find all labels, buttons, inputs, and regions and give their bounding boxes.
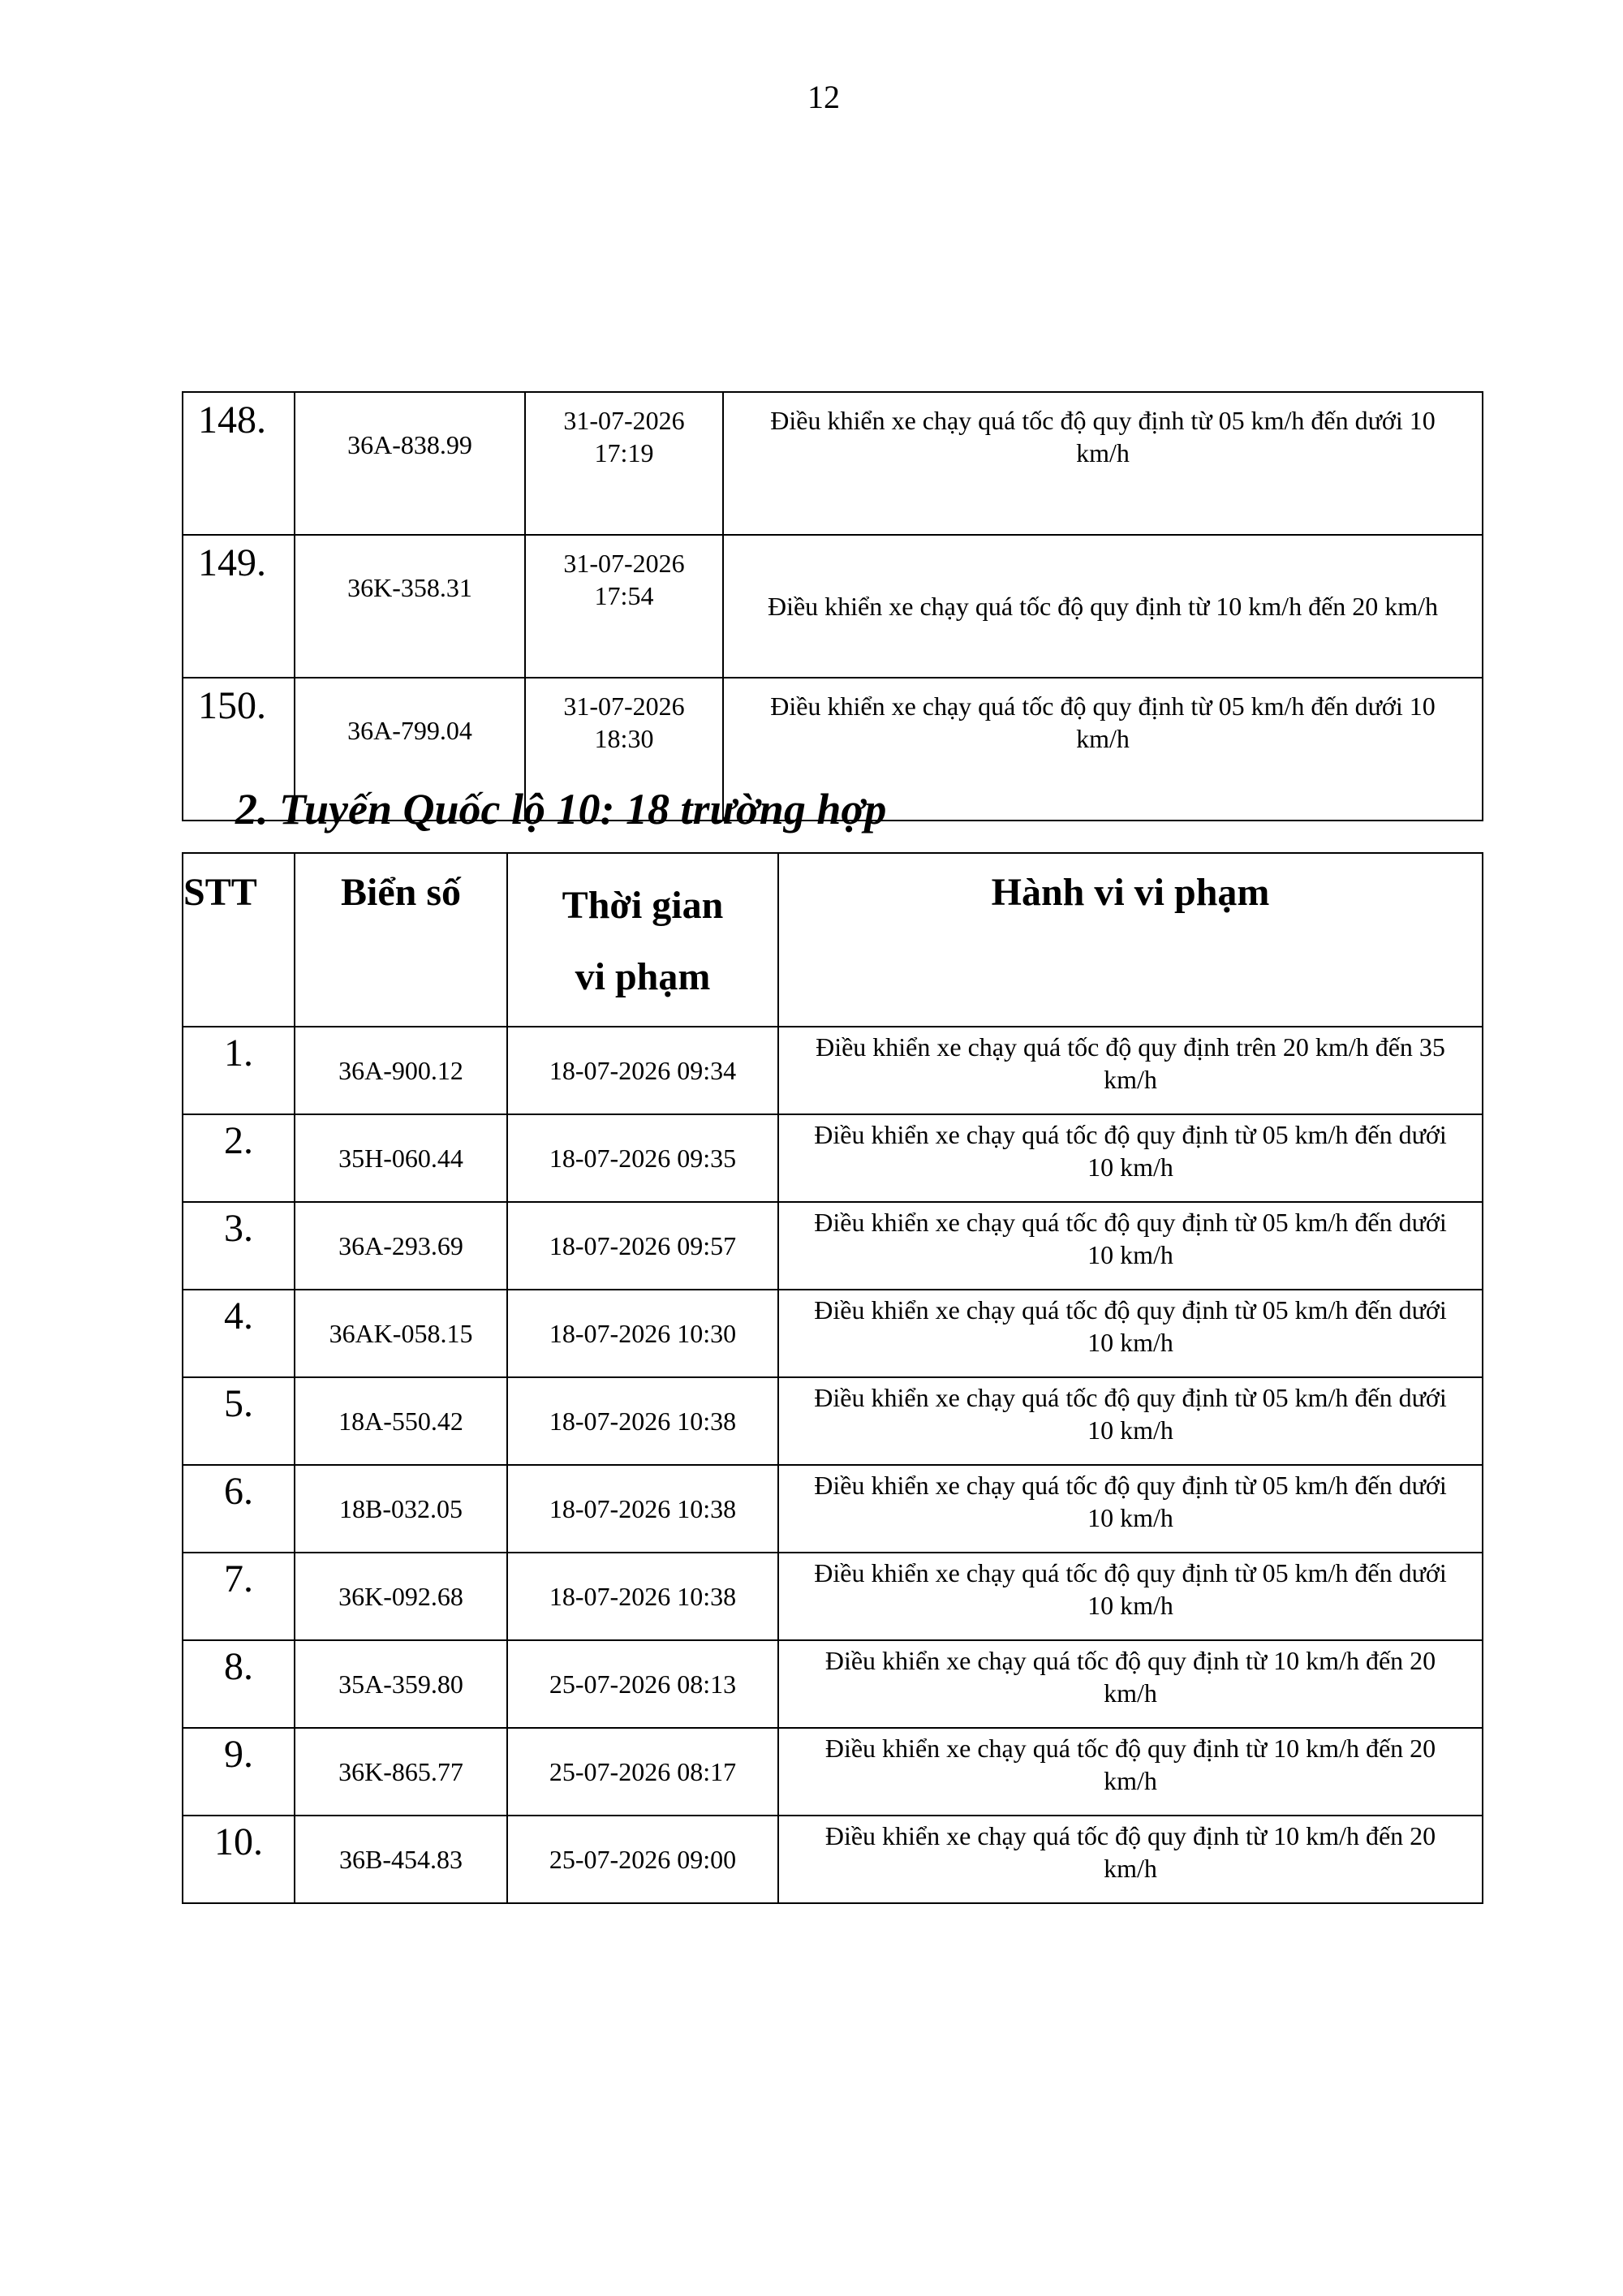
row-violation: Điều khiển xe chạy quá tốc độ quy định từ 05 km/h đến dưới 10 km/h — [778, 1114, 1483, 1202]
row-stt: 3. — [183, 1202, 295, 1290]
row-datetime — [525, 392, 723, 535]
row-time: 18:30 — [594, 724, 654, 753]
row-violation: Điều khiển xe chạy quá tốc độ quy định từ 05 km/h đến dưới 10 km/h — [723, 678, 1483, 821]
row-datetime: 25-07-2026 09:00 — [507, 1816, 778, 1903]
row-plate: 36A-293.69 — [295, 1202, 507, 1290]
row-stt: 2. — [183, 1114, 295, 1202]
row-stt: 1. — [183, 1027, 295, 1114]
row-plate: 36K-358.31 — [295, 535, 525, 678]
page-number: 12 — [807, 79, 840, 115]
row-datetime — [525, 535, 723, 678]
row-violation: Điều khiển xe chạy quá tốc độ quy định từ 10 km/h đến 20 km/h — [723, 535, 1483, 678]
row-stt: 9. — [183, 1728, 295, 1816]
row-violation: Điều khiển xe chạy quá tốc độ quy định từ 05 km/h đến dưới 10 km/h — [723, 392, 1483, 535]
row-datetime: 18-07-2026 09:34 — [507, 1027, 778, 1114]
row-date: 31-07-2026 — [563, 549, 685, 578]
row-stt: 6. — [183, 1465, 295, 1553]
row-violation: Điều khiển xe chạy quá tốc độ quy định từ 10 km/h đến 20 km/h — [778, 1816, 1483, 1903]
row-stt: 4. — [183, 1290, 295, 1377]
header-time — [507, 853, 778, 1027]
row-violation: Điều khiển xe chạy quá tốc độ quy định từ 10 km/h đến 20 km/h — [778, 1640, 1483, 1728]
row-datetime: 18-07-2026 10:30 — [507, 1290, 778, 1377]
section-heading: 2. Tuyến Quốc lộ 10: 18 trường hợp — [235, 785, 887, 834]
row-stt: 10. — [183, 1816, 295, 1903]
header-violation: Hành vi vi phạm — [778, 853, 1483, 1027]
row-datetime: 18-07-2026 10:38 — [507, 1377, 778, 1465]
row-plate: 36K-865.77 — [295, 1728, 507, 1816]
table-row — [183, 1027, 1483, 1114]
row-datetime: 18-07-2026 09:35 — [507, 1114, 778, 1202]
header-time-line2: vi phạm — [575, 955, 711, 998]
row-datetime: 18-07-2026 09:57 — [507, 1202, 778, 1290]
row-plate: 36B-454.83 — [295, 1816, 507, 1903]
row-violation: Điều khiển xe chạy quá tốc độ quy định trên 20 km/h đến 35 km/h — [778, 1027, 1483, 1114]
row-datetime: 25-07-2026 08:13 — [507, 1640, 778, 1728]
row-violation: Điều khiển xe chạy quá tốc độ quy định từ 05 km/h đến dưới 10 km/h — [778, 1290, 1483, 1377]
row-violation: Điều khiển xe chạy quá tốc độ quy định từ 05 km/h đến dưới 10 km/h — [778, 1553, 1483, 1640]
table-row — [183, 1202, 1483, 1290]
header-stt: STT — [183, 853, 295, 1027]
row-stt: 148. — [183, 392, 295, 535]
row-plate: 36K-092.68 — [295, 1553, 507, 1640]
header-plate: Biển số — [295, 853, 507, 1027]
table-row — [183, 535, 1483, 678]
row-datetime: 18-07-2026 10:38 — [507, 1465, 778, 1553]
table-row — [183, 1377, 1483, 1465]
table-row — [183, 1728, 1483, 1816]
row-plate: 35A-359.80 — [295, 1640, 507, 1728]
table-row — [183, 1816, 1483, 1903]
row-datetime: 18-07-2026 10:38 — [507, 1553, 778, 1640]
row-violation: Điều khiển xe chạy quá tốc độ quy định từ 05 km/h đến dưới 10 km/h — [778, 1377, 1483, 1465]
row-date: 31-07-2026 — [563, 691, 685, 721]
table-row — [183, 1553, 1483, 1640]
table-row — [183, 1640, 1483, 1728]
table-row — [183, 1290, 1483, 1377]
row-plate: 36A-838.99 — [295, 392, 525, 535]
table-row — [183, 1465, 1483, 1553]
row-plate: 36A-900.12 — [295, 1027, 507, 1114]
violations-table-continued — [182, 391, 1483, 821]
row-plate: 36AK-058.15 — [295, 1290, 507, 1377]
row-plate: 18A-550.42 — [295, 1377, 507, 1465]
row-violation: Điều khiển xe chạy quá tốc độ quy định từ 05 km/h đến dưới 10 km/h — [778, 1465, 1483, 1553]
row-stt: 150. — [183, 678, 295, 821]
row-plate: 35H-060.44 — [295, 1114, 507, 1202]
row-date: 31-07-2026 — [563, 406, 685, 435]
row-stt: 7. — [183, 1553, 295, 1640]
table-header-row — [183, 853, 1483, 1027]
header-time-line1: Thời gian — [562, 884, 724, 927]
row-plate: 36A-799.04 — [295, 678, 525, 821]
table-row — [183, 392, 1483, 535]
row-datetime: 25-07-2026 08:17 — [507, 1728, 778, 1816]
violations-table-route-10 — [182, 852, 1483, 1904]
row-stt: 149. — [183, 535, 295, 678]
row-stt: 8. — [183, 1640, 295, 1728]
row-violation: Điều khiển xe chạy quá tốc độ quy định từ 05 km/h đến dưới 10 km/h — [778, 1202, 1483, 1290]
row-violation: Điều khiển xe chạy quá tốc độ quy định từ 10 km/h đến 20 km/h — [778, 1728, 1483, 1816]
table-row — [183, 1114, 1483, 1202]
row-time: 17:19 — [594, 438, 654, 467]
row-stt: 5. — [183, 1377, 295, 1465]
row-time: 17:54 — [594, 581, 654, 610]
row-plate: 18B-032.05 — [295, 1465, 507, 1553]
